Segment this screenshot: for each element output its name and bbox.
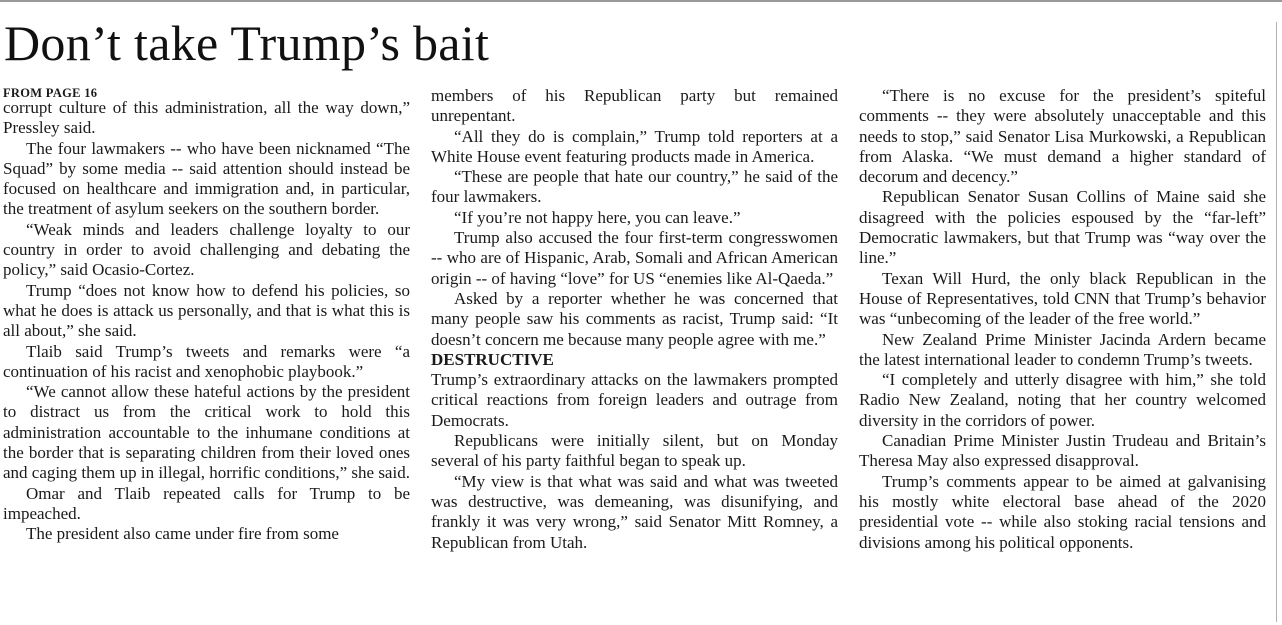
paragraph: members of his Republican party but remained unrepentant. xyxy=(431,86,838,126)
paragraph: Trump’s extraordinary attacks on the lawmakers prompted critical reactions from foreign leaders and outrage from Democrats. xyxy=(431,370,838,430)
paragraph: corrupt culture of this administration, all the way down,” Pressley said. xyxy=(3,98,410,138)
paragraph: “If you’re not happy here, you can leave.” xyxy=(454,207,741,227)
paragraph: The four lawmakers -- who have been nicknamed “The Squad” by some media -- said attention should instead be focused on healthcare and immigration and, in particular, the treatment of asylum seekers on the southern border. xyxy=(3,138,410,219)
column-rule xyxy=(1276,22,1277,622)
paragraph: “I completely and utterly disagree with him,” she told Radio New Zealand, noting that her country welcomed diversity in the corridors of power. xyxy=(859,370,1266,430)
headline: Don’t take Trump’s bait xyxy=(4,15,490,71)
paragraph: The president also came under fire from some xyxy=(26,524,339,544)
paragraph: “My view is that what was said and what was tweeted was destructive, was demeaning, was disunifying, and frankly it was very wrong,” said Senator Mitt Romney, a Republican from Utah. xyxy=(431,471,838,552)
top-rule xyxy=(0,0,1282,2)
paragraph: Asked by a reporter whether he was concerned that many people saw his comments as racist, Trump said: “It doesn’t concern me because many people agree with me.” xyxy=(431,288,838,349)
paragraph: Trump also accused the four first-term congresswomen -- who are of Hispanic, Arab, Somali and African American origin -- of having “love” for US “enemies like Al-Qaeda.” xyxy=(431,228,838,288)
column-3 xyxy=(859,86,1266,553)
paragraph: “We cannot allow these hateful actions by the president to distract us from the critical work to hold this administration accountable to the inhumane conditions at the border that is separating children from their loved ones and caging them up in illegal, horrific conditions,” she said. xyxy=(3,382,410,483)
paragraph: Republican Senator Susan Collins of Maine said she disagreed with the policies espoused by the “far-left” Democratic lawmakers, but that Trump was “way over the line.” xyxy=(859,187,1266,268)
column-2 xyxy=(431,86,838,553)
paragraph: “All they do is complain,” Trump told reporters at a White House event featuring products made in America. xyxy=(431,126,838,166)
paragraph: Tlaib said Trump’s tweets and remarks were “a continuation of his racist and xenophobic playbook.” xyxy=(3,341,410,381)
kicker-from-page: FROM PAGE 16 xyxy=(3,86,98,100)
paragraph: “These are people that hate our country,” he said of the four lawmakers. xyxy=(431,167,838,207)
paragraph: Texan Will Hurd, the only black Republican in the House of Representatives, told CNN that Trump’s behavior was “unbecoming of the leader of the free world.” xyxy=(859,268,1266,329)
paragraph: “Weak minds and leaders challenge loyalty to our country in order to avoid challenging and debating the policy,” said Ocasio-Cortez. xyxy=(3,219,410,280)
paragraph: Omar and Tlaib repeated calls for Trump to be impeached. xyxy=(3,483,410,523)
paragraph: New Zealand Prime Minister Jacinda Ardern became the latest international leader to condemn Trump’s tweets. xyxy=(859,329,1266,369)
paragraph: “There is no excuse for the president’s spiteful comments -- they were absolutely unacceptable and this needs to stop,” said Senator Lisa Murkowski, a Republican from Alaska. “We must demand a higher standard of decorum and decency.” xyxy=(859,86,1266,187)
paragraph: Trump’s comments appear to be aimed at galvanising his mostly white electoral base ahead of the 2020 presidential vote -- while also stoking racial tensions and divisions among his political opponents. xyxy=(859,471,1266,552)
paragraph: Republicans were initially silent, but on Monday several of his party faithful began to speak up. xyxy=(431,431,838,471)
subhead-destructive: DESTRUCTIVE xyxy=(431,349,554,369)
column-1 xyxy=(3,86,410,545)
paragraph: Trump “does not know how to defend his policies, so what he does is attack us personally, and that is what this is all about,” she said. xyxy=(3,280,410,341)
paragraph: Canadian Prime Minister Justin Trudeau and Britain’s Theresa May also expressed disapproval. xyxy=(859,431,1266,471)
